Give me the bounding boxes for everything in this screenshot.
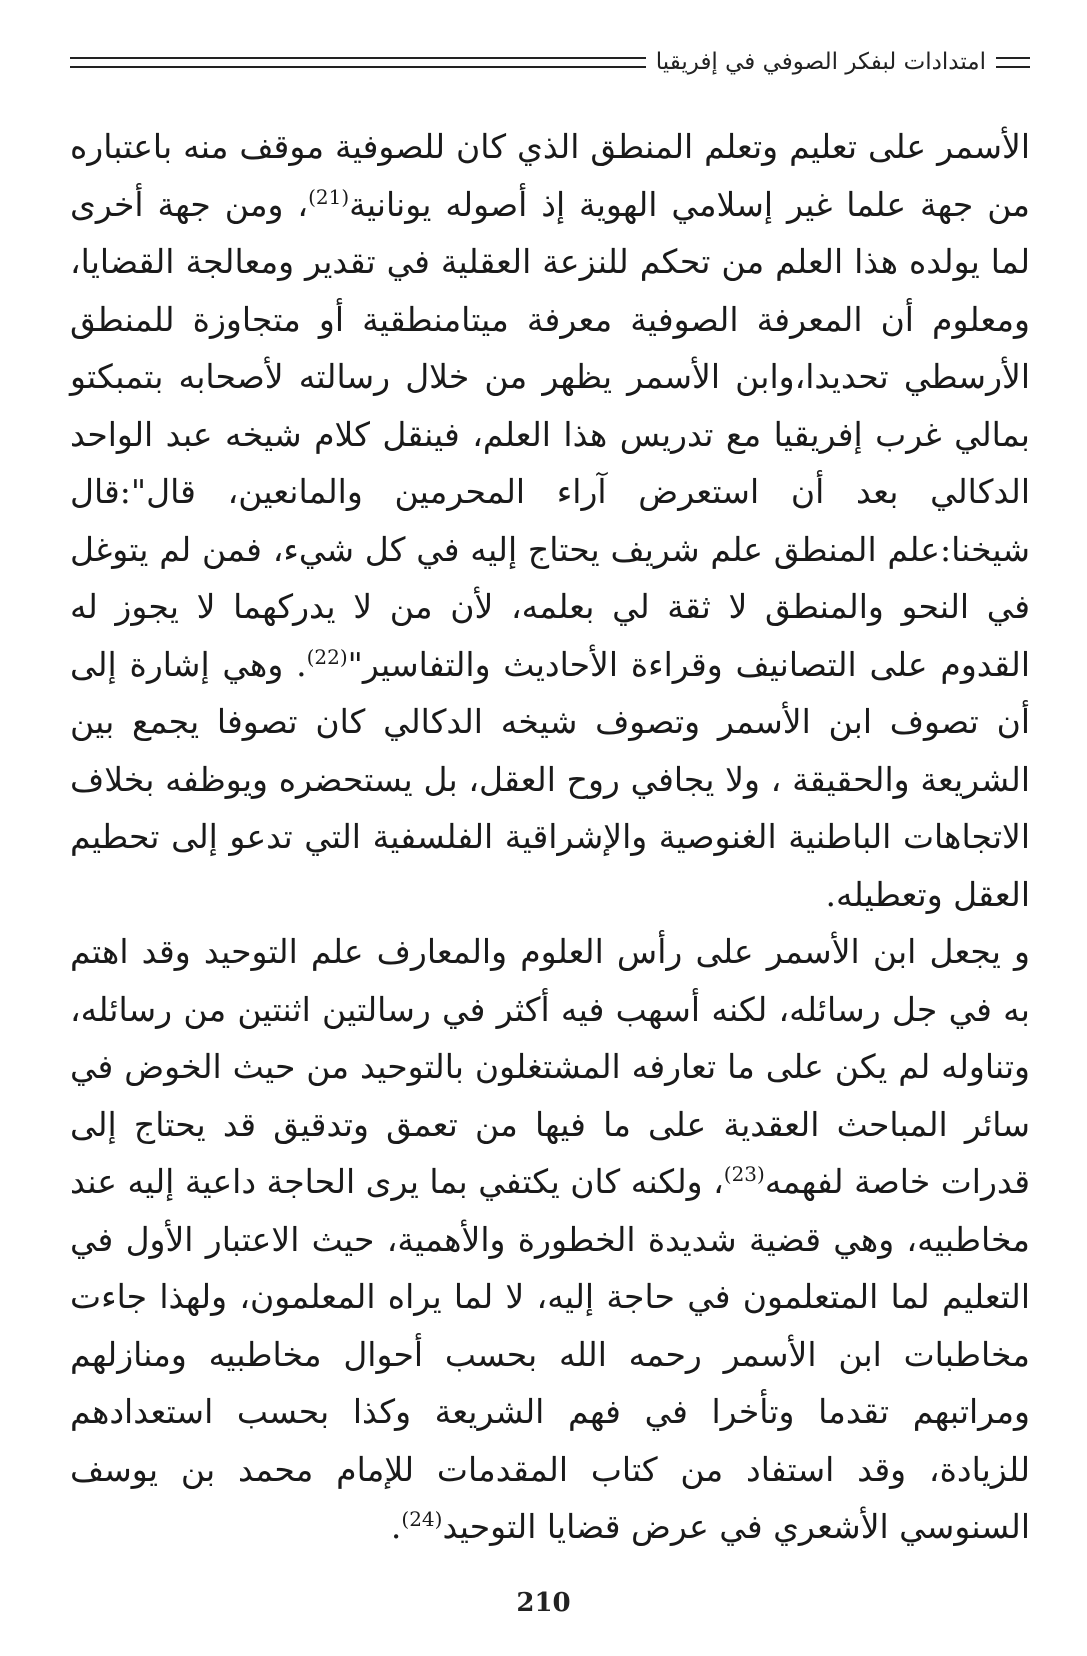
footnote-ref-22[interactable]: (22) [306, 644, 348, 669]
paragraph-text: ، ومن جهة أخرى لما يولده هذا العلم من تحكم للنزعة العقلية في تقدير ومعالجة القضايا، ومعلوم أن المعرفة الصوفية معرفة ميتامنطقية أو متجاوزة للمنطق الأرسطي تحديدا،وابن الأسمر يظهر من خلال رسالته لأصحابه بتمبكتو بمالي غرب إفريقيا مع تدريس هذا العلم، فينقل كلام شيخه عبد الواحد الدكالي بعد أن استعرض آراء المحرمين والمانعين، قال":قال شيخنا:علم المنطق علم شريف يحتاج إليه في كل شيء، فمن لم يتوغل في النحو والمنطق لا ثقة لي بعلمه، لأن من لا يدركهما لا يجوز له القدوم على التصانيف وقراءة الأحاديث والتفاسير" [70, 184, 1030, 684]
paragraph-text: ، ولكنه كان يكتفي بما يرى الحاجة داعية إليه عند مخاطبيه، وهي قضية شديدة الخطورة والأهمية، حيث الاعتبار الأول في التعليم لما المتعلمون في حاجة إليه، لا لما يراه المعلمون، ولهذا جاءت مخاطبات ابن الأسمر رحمه الله بحسب أحوال مخاطبيه ومنازلهم ومراتبهم تقدما وتأخرا في فهم الشريعة وكذا بحسب استعدادهم للزيادة، وقد استفاد من كتاب المقدمات للإمام محمد بن يوسف السنوسي الأشعري في عرض قضايا التوحيد [70, 1162, 1030, 1546]
paragraph-2 [70, 923, 1030, 1556]
paragraph-text: الأسمر على تعليم وتعلم المنطق الذي كان للصوفية موقف منه باعتباره من جهة علما غير إسلامي الهوية إذ أصوله يونانية [70, 127, 1030, 224]
header-rule-left [70, 57, 646, 68]
paragraph-text: . وهي إشارة إلى أن تصوف ابن الأسمر وتصوف شيخه الدكالي كان تصوفا يجمع بين الشريعة والحقيقة ، ولا يجافي روح العقل، بل يستحضره ويوظفه بخلاف الاتجاهات الباطنية الغنوصية والإشراقية الفلسفية التي تدعو إلى تحطيم العقل وتعطيله. [70, 644, 1030, 914]
paragraph-1 [70, 118, 1030, 923]
header-rule-right [996, 57, 1030, 68]
paragraph-text: و يجعل ابن الأسمر على رأس العلوم والمعارف علم التوحيد وقد اهتم به في جل رسائله، لكنه أسهب فيه أكثر في رسالتين اثنتين من رسائله، وتناوله لم يكن على ما تعارفه المشتغلون بالتوحيد من حيث الخوض في سائر المباحث العقدية على ما فيها من تعمق وتدقيق قد يحتاج إلى قدرات خاصة لفهمه [70, 932, 1030, 1201]
paragraph-text: . [390, 1507, 402, 1546]
running-header [70, 42, 1030, 82]
page-number: 210 [516, 1588, 571, 1618]
running-header-title: امتدادات لبفكر الصوفي في إفريقيا [655, 49, 986, 75]
footnote-ref-23[interactable]: (23) [723, 1162, 765, 1186]
footnote-ref-21[interactable]: (21) [308, 184, 350, 209]
footnote-ref-24[interactable]: (24) [401, 1507, 443, 1531]
main-text [70, 118, 1030, 1556]
